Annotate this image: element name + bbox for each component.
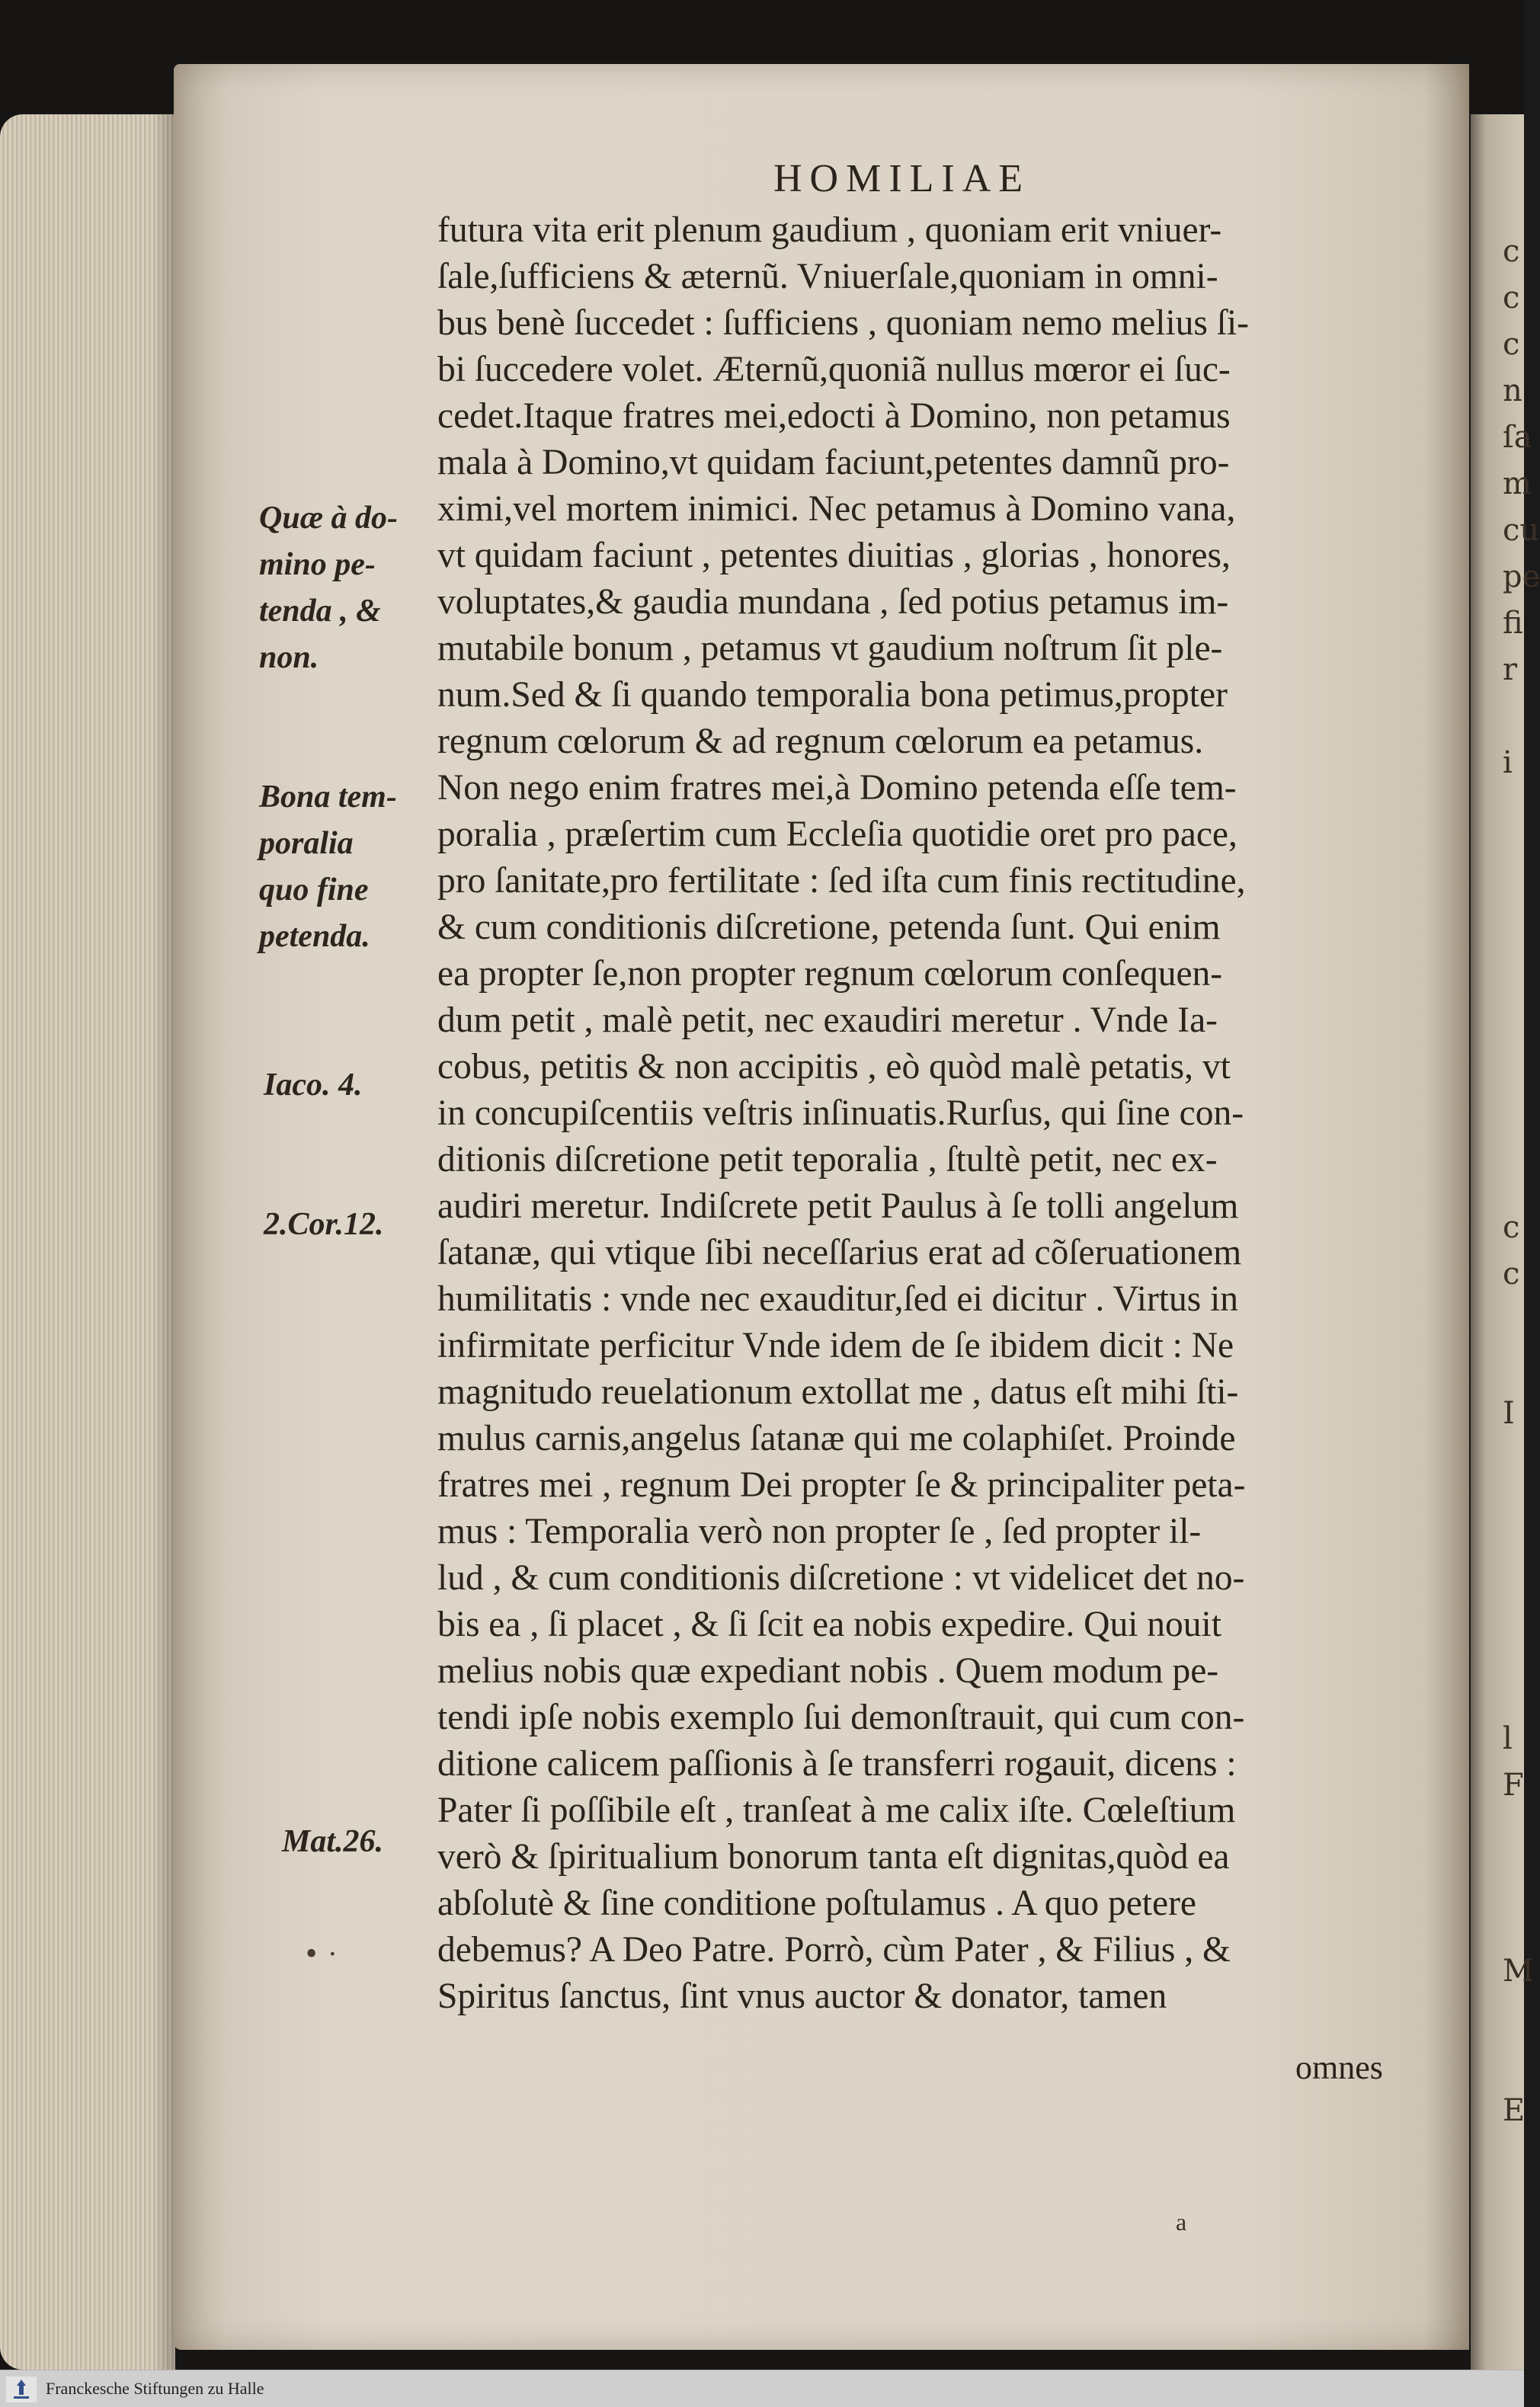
text-line: num.Sed & ſi quando temporalia bona petimus,propter [437,675,1228,715]
text-line: Non nego enim fratres mei,à Domino petenda eſſe tem- [437,768,1237,808]
text-line: magnitudo reuelationum extollat me , datus eſt mihi ſti- [437,1372,1239,1412]
body-text [437,207,1390,2020]
text-line: ximi,vel mortem inimici. Nec petamus à Domino vana, [437,489,1236,529]
text-line: debemus? A Deo Patre. Porrò, cùm Pater , & Filius , & [437,1930,1231,1970]
margin-line: poralia [259,826,354,861]
signature-mark: a [1176,2208,1187,2236]
text-line: audiri meretur. Indiſcrete petit Paulus à ſe tolli angelum [437,1186,1239,1226]
margin-line: Bona tem- [259,779,397,815]
text-line: bi ſuccedere volet. Æternũ,quoniã nullus mœror ei ſuc- [437,350,1231,389]
margin-line: quo fine [259,872,369,907]
text-line: Spiritus ſanctus, ſint vnus auctor & donator, tamen [437,1976,1167,2016]
margin-line: mino pe- [259,547,376,582]
margin-ref-corinthians: 2.Cor.12. [264,1207,384,1242]
text-line: dum petit , malè petit, nec exaudiri meretur . Vnde Ia- [437,1000,1218,1040]
text-line: mutabile bonum , petamus vt gaudium noſtrum ſit ple- [437,629,1223,668]
text-line: tendi ipſe nobis exemplo ſui demonſtrauit, qui cum con- [437,1698,1245,1737]
margin-line: tenda , & [259,594,381,629]
text-line: in concupiſcentiis veſtris inſinuatis.Rurſus, qui ſine con- [437,1093,1244,1133]
text-line: ſale,ſufficiens & æternũ. Vniuerſale,quoniam in omni- [437,257,1218,296]
text-line: mulus carnis,angelus ſatanæ qui me colaphiſet. Proinde [437,1419,1236,1458]
institution-credit: Franckesche Stiftungen zu Halle [46,2379,264,2398]
text-line: abſolutè & ſine conditione poſtulamus . A quo petere [437,1884,1196,1923]
text-line: futura vita erit plenum gaudium , quoniam erit vniuer- [437,210,1222,250]
text-line: humilitatis : vnde nec exauditur,ſed ei dicitur . Virtus in [437,1279,1239,1319]
text-line: ditione calicem paſſionis à ſe transferri rogauit, dicens : [437,1744,1237,1784]
catchword: omnes [1295,2049,1383,2086]
margin-ref-matthew: Mat.26. [282,1824,384,1859]
text-line: Pater ſi poſſibile eſt , tranſeat à me calix iſte. Cœleſtium [437,1791,1236,1830]
text-line: mala à Domino,vt quidam faciunt,petentes damnũ pro- [437,443,1230,482]
text-line: cedet.Itaque fratres mei,edocti à Domino, non petamus [437,396,1231,436]
ink-spot: • · [303,1939,338,1970]
text-line: voluptates,& gaudia mundana , ſed potius petamus im- [437,582,1229,622]
facing-page-text-fragment: c c c n ſa m cu pe fi r i c c I l F M E [1503,234,1540,2128]
margin-line: Quæ à do- [259,501,399,536]
margin-line: non. [259,640,319,675]
text-line: infirmitate perficitur Vnde idem de ſe ibidem dicit : Ne [437,1326,1234,1365]
text-line: cobus, petitis & non accipitis , eò quòd malè petatis, vt [437,1047,1231,1087]
text-line: lud , & cum conditionis diſcretione : vt videlicet det no- [437,1558,1245,1598]
margin-line: petenda. [259,919,370,954]
text-line: regnum cœlorum & ad regnum cœlorum ea petamus. [437,722,1204,761]
page-fore-edge [0,114,175,2370]
text-line: vt quidam faciunt , petentes diuitias , glorias , honores, [437,536,1231,575]
text-line: ea propter ſe,non propter regnum cœlorum conſequen- [437,954,1223,994]
text-line: verò & ſpiritualium bonorum tanta eſt dignitas,quòd ea [437,1837,1230,1877]
margin-ref-iacobus: Iaco. 4. [264,1067,363,1103]
running-head: HOMILIAE [773,157,1031,200]
text-line: fratres mei , regnum Dei propter ſe & principaliter peta- [437,1465,1246,1505]
text-line: bis ea , ſi placet , & ſi ſcit ea nobis expedire. Qui nouit [437,1605,1221,1644]
text-line: ſatanæ, qui vtique ſibi neceſſarius erat ad cõſeruationem [437,1233,1242,1272]
text-line: bus benè ſuccedet : ſufficiens , quoniam nemo melius ſi- [437,303,1249,343]
text-line: melius nobis quæ expediant nobis . Quem modum pe- [437,1651,1219,1691]
text-line: mus : Temporalia verò non propter ſe , ſed propter il- [437,1512,1202,1551]
text-line: poralia , præſertim cum Eccleſia quotidie oret pro pace, [437,815,1237,854]
margin-note-petenda [259,495,442,681]
text-line: pro ſanitate,pro fertilitate : ſed iſta cum finis rectitudine, [437,861,1246,901]
viewer-footer [0,2370,1524,2407]
institution-logo-icon [6,2377,37,2402]
text-line: & cum conditionis diſcretione, petenda ſunt. Qui enim [437,907,1221,947]
text-line: ditionis diſcretione petit teporalia , ſtultè petit, nec ex- [437,1140,1218,1179]
margin-note-bona-temporalia [259,774,442,960]
